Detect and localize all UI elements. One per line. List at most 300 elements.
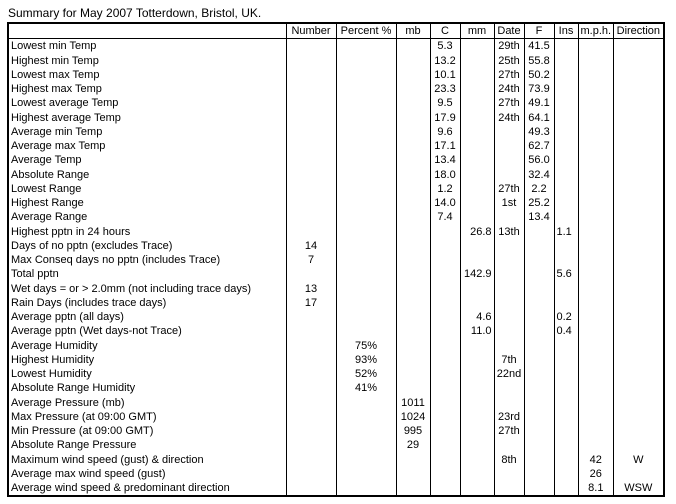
cell-number: [286, 310, 336, 324]
cell-f: [524, 253, 554, 267]
cell-mb: [396, 282, 430, 296]
cell-ins: [554, 410, 578, 424]
table-row: [8, 282, 664, 296]
cell-mb: [396, 153, 430, 167]
cell-ins: [554, 339, 578, 353]
cell-percent: [336, 96, 396, 110]
cell-date: [494, 481, 524, 496]
cell-number: [286, 410, 336, 424]
cell-f: 49.1: [524, 96, 554, 110]
table-row: [8, 367, 664, 381]
cell-ins: 0.2: [554, 310, 578, 324]
cell-direction: [614, 296, 664, 310]
row-label: Total pptn: [8, 267, 286, 281]
cell-date: [494, 438, 524, 452]
cell-direction: W: [614, 453, 664, 467]
row-label: Rain Days (includes trace days): [8, 296, 286, 310]
table-row: [8, 39, 664, 54]
row-label: Average Humidity: [8, 339, 286, 353]
cell-mm: [460, 467, 494, 481]
cell-percent: [336, 139, 396, 153]
table-row: [8, 353, 664, 367]
header-label: [8, 23, 286, 39]
cell-percent: [336, 410, 396, 424]
cell-number: [286, 453, 336, 467]
row-label: Highest Range: [8, 196, 286, 210]
cell-ins: [554, 239, 578, 253]
cell-f: 13.4: [524, 210, 554, 224]
cell-percent: [336, 267, 396, 281]
cell-direction: [614, 54, 664, 68]
cell-mb: [396, 225, 430, 239]
cell-percent: [336, 396, 396, 410]
cell-f: 49.3: [524, 125, 554, 139]
cell-f: [524, 296, 554, 310]
cell-percent: [336, 182, 396, 196]
table-row: [8, 153, 664, 167]
cell-f: [524, 481, 554, 496]
cell-number: [286, 68, 336, 82]
cell-direction: [614, 282, 664, 296]
cell-c: [430, 324, 460, 338]
cell-date: 27th: [494, 182, 524, 196]
cell-date: 24th: [494, 111, 524, 125]
row-label: Absolute Range Humidity: [8, 381, 286, 395]
cell-f: [524, 438, 554, 452]
cell-date: 13th: [494, 225, 524, 239]
cell-f: 55.8: [524, 54, 554, 68]
cell-percent: [336, 467, 396, 481]
cell-percent: [336, 296, 396, 310]
cell-f: [524, 410, 554, 424]
table-row: [8, 111, 664, 125]
cell-mb: 995: [396, 424, 430, 438]
cell-f: 73.9: [524, 82, 554, 96]
cell-mph: [578, 310, 614, 324]
cell-percent: [336, 168, 396, 182]
cell-c: [430, 453, 460, 467]
cell-c: [430, 310, 460, 324]
cell-date: 27th: [494, 424, 524, 438]
cell-direction: [614, 196, 664, 210]
cell-percent: [336, 310, 396, 324]
row-label: Average min Temp: [8, 125, 286, 139]
cell-mb: [396, 467, 430, 481]
cell-mb: [396, 267, 430, 281]
cell-mph: [578, 139, 614, 153]
cell-number: [286, 267, 336, 281]
cell-direction: [614, 139, 664, 153]
cell-mb: [396, 367, 430, 381]
cell-direction: [614, 239, 664, 253]
cell-mph: [578, 253, 614, 267]
cell-c: [430, 339, 460, 353]
cell-mph: [578, 168, 614, 182]
cell-mb: [396, 39, 430, 54]
table-row: [8, 68, 664, 82]
cell-direction: [614, 467, 664, 481]
cell-direction: [614, 225, 664, 239]
table-row: [8, 267, 664, 281]
cell-number: [286, 339, 336, 353]
cell-f: [524, 396, 554, 410]
cell-ins: [554, 253, 578, 267]
cell-mm: [460, 111, 494, 125]
cell-c: [430, 424, 460, 438]
cell-number: [286, 153, 336, 167]
cell-date: [494, 267, 524, 281]
cell-mb: [396, 139, 430, 153]
header-date: Date: [494, 23, 524, 39]
cell-number: [286, 39, 336, 54]
cell-f: 56.0: [524, 153, 554, 167]
table-row: [8, 296, 664, 310]
row-label: Max Pressure (at 09:00 GMT): [8, 410, 286, 424]
cell-date: [494, 467, 524, 481]
cell-ins: [554, 54, 578, 68]
table-body: [8, 39, 664, 497]
cell-direction: [614, 339, 664, 353]
cell-c: [430, 282, 460, 296]
cell-mph: [578, 225, 614, 239]
cell-mm: [460, 196, 494, 210]
cell-f: 50.2: [524, 68, 554, 82]
row-label: Average wind speed & predominant direction: [8, 481, 286, 496]
cell-mph: [578, 296, 614, 310]
cell-f: [524, 467, 554, 481]
cell-mb: [396, 339, 430, 353]
cell-date: 23rd: [494, 410, 524, 424]
page-title: Summary for May 2007 Totterdown, Bristol, UK.: [8, 6, 262, 20]
header-direction: Direction: [614, 23, 664, 39]
cell-date: 27th: [494, 68, 524, 82]
cell-c: [430, 396, 460, 410]
cell-f: 62.7: [524, 139, 554, 153]
cell-mph: [578, 339, 614, 353]
table-row: [8, 210, 664, 224]
weather-summary-table: [7, 22, 665, 497]
cell-mm: [460, 410, 494, 424]
cell-direction: [614, 324, 664, 338]
cell-ins: 5.6: [554, 267, 578, 281]
cell-mph: [578, 125, 614, 139]
cell-mph: [578, 153, 614, 167]
cell-mm: [460, 153, 494, 167]
cell-mm: [460, 210, 494, 224]
header-row: [8, 23, 664, 39]
table-row: [8, 481, 664, 496]
cell-percent: [336, 239, 396, 253]
cell-date: [494, 139, 524, 153]
cell-f: [524, 367, 554, 381]
table-row: [8, 125, 664, 139]
cell-ins: 0.4: [554, 324, 578, 338]
cell-number: [286, 54, 336, 68]
cell-percent: [336, 82, 396, 96]
row-label: Highest Humidity: [8, 353, 286, 367]
row-label: Highest pptn in 24 hours: [8, 225, 286, 239]
cell-c: 17.9: [430, 111, 460, 125]
cell-mb: [396, 196, 430, 210]
cell-percent: [336, 153, 396, 167]
cell-ins: [554, 125, 578, 139]
cell-direction: [614, 96, 664, 110]
cell-number: [286, 168, 336, 182]
cell-number: [286, 481, 336, 496]
cell-direction: [614, 182, 664, 196]
cell-ins: [554, 196, 578, 210]
cell-ins: [554, 467, 578, 481]
cell-number: [286, 96, 336, 110]
cell-ins: [554, 396, 578, 410]
cell-number: [286, 111, 336, 125]
cell-mb: [396, 210, 430, 224]
cell-percent: [336, 210, 396, 224]
cell-f: [524, 353, 554, 367]
cell-mm: [460, 424, 494, 438]
table-row: [8, 424, 664, 438]
cell-mb: [396, 310, 430, 324]
cell-direction: [614, 310, 664, 324]
row-label: Average pptn (Wet days-not Trace): [8, 324, 286, 338]
row-label: Lowest min Temp: [8, 39, 286, 54]
cell-number: [286, 424, 336, 438]
cell-date: 1st: [494, 196, 524, 210]
cell-direction: [614, 210, 664, 224]
cell-percent: [336, 68, 396, 82]
row-label: Highest min Temp: [8, 54, 286, 68]
cell-f: [524, 267, 554, 281]
cell-f: 41.5: [524, 39, 554, 54]
cell-mph: [578, 96, 614, 110]
cell-mph: [578, 381, 614, 395]
cell-percent: [336, 225, 396, 239]
cell-date: [494, 296, 524, 310]
cell-date: 29th: [494, 39, 524, 54]
cell-mph: [578, 353, 614, 367]
cell-f: [524, 381, 554, 395]
cell-mb: [396, 111, 430, 125]
cell-mph: [578, 196, 614, 210]
cell-mb: [396, 182, 430, 196]
cell-direction: [614, 68, 664, 82]
cell-mm: [460, 381, 494, 395]
table-row: [8, 324, 664, 338]
cell-mm: 11.0: [460, 324, 494, 338]
cell-f: 2.2: [524, 182, 554, 196]
cell-date: [494, 310, 524, 324]
row-label: Lowest average Temp: [8, 96, 286, 110]
row-label: Average max wind speed (gust): [8, 467, 286, 481]
cell-number: [286, 324, 336, 338]
cell-ins: [554, 153, 578, 167]
cell-mph: [578, 239, 614, 253]
table-row: [8, 253, 664, 267]
cell-percent: 93%: [336, 353, 396, 367]
cell-c: 18.0: [430, 168, 460, 182]
cell-number: [286, 182, 336, 196]
cell-mb: 29: [396, 438, 430, 452]
cell-mb: [396, 68, 430, 82]
cell-number: [286, 225, 336, 239]
cell-percent: [336, 481, 396, 496]
cell-mph: [578, 396, 614, 410]
cell-number: 17: [286, 296, 336, 310]
cell-mm: [460, 453, 494, 467]
cell-ins: [554, 353, 578, 367]
cell-mm: 142.9: [460, 267, 494, 281]
cell-direction: [614, 153, 664, 167]
table-row: [8, 196, 664, 210]
cell-mph: [578, 267, 614, 281]
cell-mm: [460, 68, 494, 82]
cell-direction: [614, 82, 664, 96]
table-row: [8, 139, 664, 153]
cell-number: [286, 467, 336, 481]
table-row: [8, 168, 664, 182]
table-row: [8, 467, 664, 481]
cell-direction: [614, 438, 664, 452]
cell-mph: [578, 210, 614, 224]
row-label: Lowest max Temp: [8, 68, 286, 82]
cell-c: 13.2: [430, 54, 460, 68]
cell-date: 25th: [494, 54, 524, 68]
cell-f: [524, 324, 554, 338]
cell-percent: [336, 424, 396, 438]
table-row: [8, 54, 664, 68]
cell-mph: [578, 82, 614, 96]
table-row: [8, 453, 664, 467]
cell-mph: [578, 438, 614, 452]
cell-mph: 8.1: [578, 481, 614, 496]
cell-number: [286, 139, 336, 153]
cell-c: [430, 267, 460, 281]
cell-mb: [396, 96, 430, 110]
cell-percent: [336, 282, 396, 296]
row-label: Highest max Temp: [8, 82, 286, 96]
cell-mph: [578, 68, 614, 82]
cell-number: [286, 367, 336, 381]
cell-f: 64.1: [524, 111, 554, 125]
cell-mm: [460, 96, 494, 110]
cell-ins: [554, 424, 578, 438]
cell-direction: [614, 367, 664, 381]
cell-mm: [460, 39, 494, 54]
cell-mph: [578, 182, 614, 196]
cell-mb: [396, 324, 430, 338]
cell-date: [494, 282, 524, 296]
cell-date: [494, 153, 524, 167]
cell-mb: 1024: [396, 410, 430, 424]
header-c: C: [430, 23, 460, 39]
cell-mph: [578, 367, 614, 381]
cell-c: [430, 467, 460, 481]
cell-mb: 1011: [396, 396, 430, 410]
row-label: Average Pressure (mb): [8, 396, 286, 410]
cell-date: [494, 210, 524, 224]
cell-direction: [614, 39, 664, 54]
header-ins: Ins: [554, 23, 578, 39]
cell-c: [430, 296, 460, 310]
table-row: [8, 96, 664, 110]
cell-direction: [614, 381, 664, 395]
cell-percent: 75%: [336, 339, 396, 353]
cell-date: 24th: [494, 82, 524, 96]
cell-percent: [336, 39, 396, 54]
cell-percent: [336, 253, 396, 267]
cell-mb: [396, 54, 430, 68]
cell-mph: 42: [578, 453, 614, 467]
cell-mm: [460, 253, 494, 267]
row-label: Min Pressure (at 09:00 GMT): [8, 424, 286, 438]
cell-direction: [614, 168, 664, 182]
cell-date: 22nd: [494, 367, 524, 381]
table-row: [8, 239, 664, 253]
cell-c: 9.6: [430, 125, 460, 139]
cell-f: [524, 453, 554, 467]
cell-f: 25.2: [524, 196, 554, 210]
cell-date: [494, 253, 524, 267]
cell-direction: [614, 410, 664, 424]
cell-direction: [614, 353, 664, 367]
table-row: [8, 225, 664, 239]
cell-mm: [460, 396, 494, 410]
cell-mb: [396, 381, 430, 395]
cell-ins: [554, 381, 578, 395]
cell-c: [430, 353, 460, 367]
cell-mb: [396, 453, 430, 467]
cell-c: [430, 225, 460, 239]
cell-percent: [336, 324, 396, 338]
cell-mb: [396, 168, 430, 182]
cell-percent: [336, 453, 396, 467]
cell-mph: [578, 54, 614, 68]
cell-c: 9.5: [430, 96, 460, 110]
cell-number: [286, 210, 336, 224]
cell-mph: [578, 111, 614, 125]
cell-mm: [460, 481, 494, 496]
cell-mph: [578, 410, 614, 424]
cell-mm: [460, 438, 494, 452]
cell-mm: [460, 82, 494, 96]
cell-percent: [336, 125, 396, 139]
cell-date: 7th: [494, 353, 524, 367]
cell-date: [494, 381, 524, 395]
cell-percent: [336, 438, 396, 452]
row-label: Absolute Range Pressure: [8, 438, 286, 452]
cell-c: 13.4: [430, 153, 460, 167]
cell-c: [430, 253, 460, 267]
cell-number: [286, 353, 336, 367]
row-label: Average pptn (all days): [8, 310, 286, 324]
cell-direction: [614, 253, 664, 267]
cell-c: [430, 481, 460, 496]
cell-ins: [554, 111, 578, 125]
cell-percent: [336, 54, 396, 68]
cell-c: [430, 381, 460, 395]
cell-mm: [460, 182, 494, 196]
table-row: [8, 396, 664, 410]
cell-mm: [460, 296, 494, 310]
cell-date: [494, 239, 524, 253]
cell-mb: [396, 82, 430, 96]
cell-percent: 41%: [336, 381, 396, 395]
cell-mb: [396, 239, 430, 253]
row-label: Days of no pptn (excludes Trace): [8, 239, 286, 253]
cell-mph: [578, 424, 614, 438]
cell-ins: [554, 453, 578, 467]
row-label: Highest average Temp: [8, 111, 286, 125]
